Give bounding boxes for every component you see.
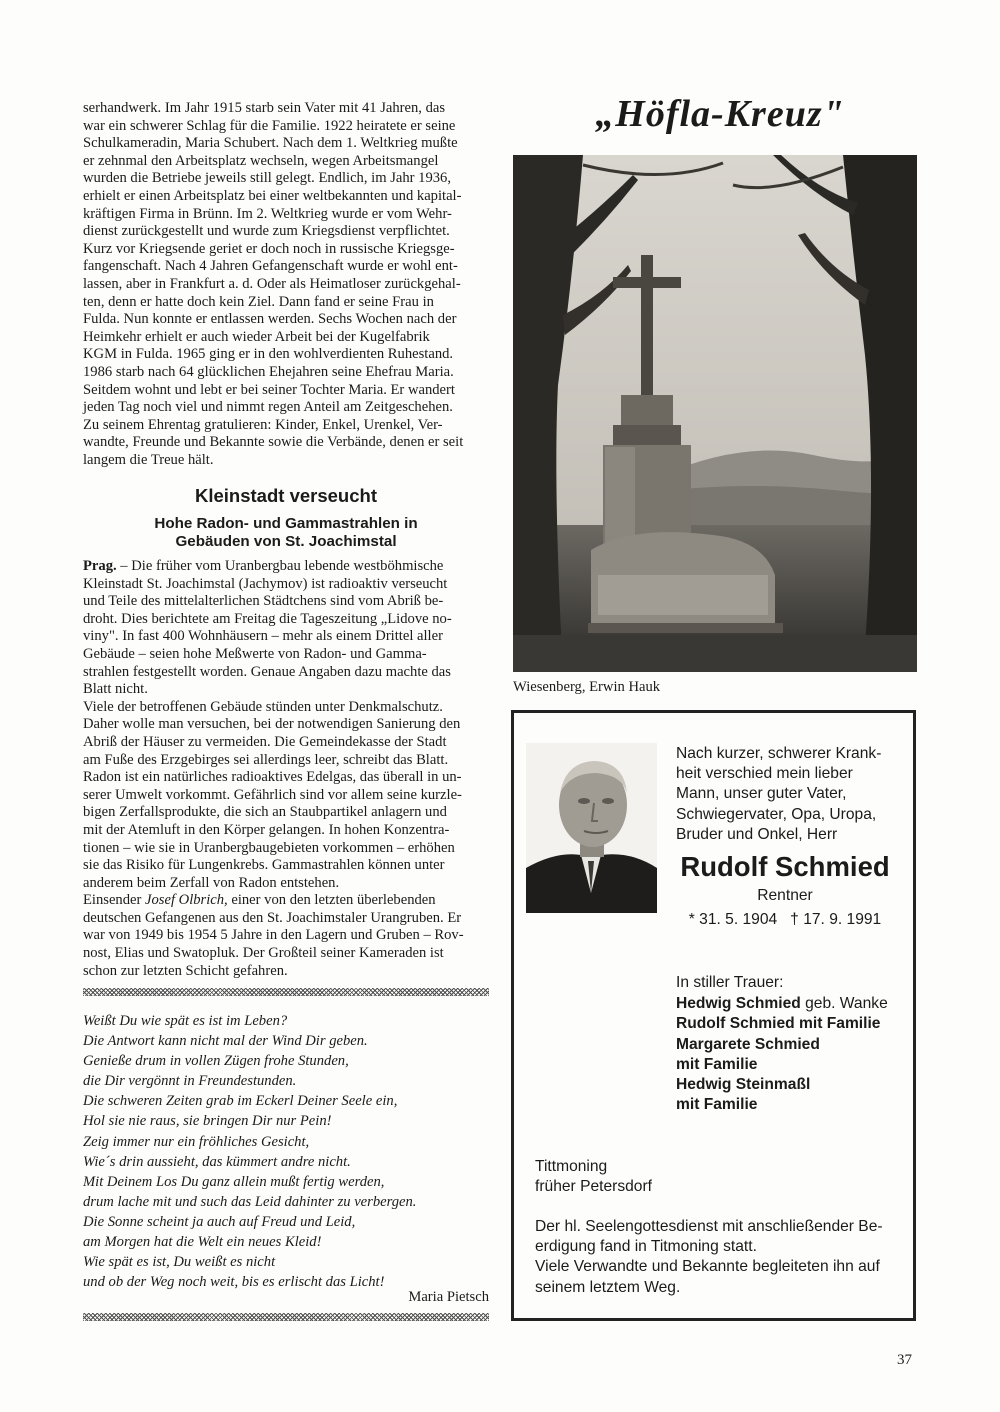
poem-line: Die Antwort kann nicht mal der Wind Dir geben. <box>83 1033 368 1050</box>
mourner-entry <box>676 994 906 1014</box>
intro-line: Bruder und Onkel, Herr <box>676 825 838 843</box>
text-line <box>83 558 489 576</box>
text-line: Schulkameradin, Maria Schubert. Nach dem 1. Weltkrieg mußte <box>83 135 458 152</box>
photo-caption: Wiesenberg, Erwin Hauk <box>513 679 661 695</box>
text-line: wandte, Freunde und Bekannte sowie die Verbände, denen er seit <box>83 434 464 451</box>
wayside-cross-photo <box>513 155 917 672</box>
text-line: serhandwerk. Im Jahr 1915 starb sein Vater mit 41 Jahren, das <box>83 100 446 116</box>
poem-line: Weißt Du wie spät es ist im Leben? <box>83 1013 288 1029</box>
text-line: deutschen Gefangenen aus den St. Joachimstaler Urangruben. Er <box>83 909 462 926</box>
poem-line: die Dir vergönnt in Freundestunden. <box>83 1073 297 1090</box>
text-line: serer Umwelt vorkommt. Gefährlich sind vor allem seine kurzle- <box>83 786 462 803</box>
mourner-name: Hedwig Schmied <box>676 995 801 1012</box>
deceased-name: Rudolf Schmied <box>680 851 890 882</box>
mourners-list <box>676 994 906 1116</box>
mourner-entry <box>676 1014 906 1034</box>
text-line: strahlen festgestellt worden. Genaue Angaben dazu machte das <box>83 663 451 680</box>
article-paragraph-3 <box>83 892 489 980</box>
mourner-entry <box>676 1095 906 1115</box>
text-line: ten, denn er hatte doch kein Ziel. Dann fand er seine Frau in <box>83 293 434 310</box>
article-subtitle-line: Hohe Radon- und Gammastrahlen in <box>154 515 418 532</box>
contributor-name: Josef Olbrich, <box>145 892 228 909</box>
funeral-note <box>535 1217 905 1298</box>
article-subtitle <box>83 515 489 551</box>
text-line: Daher wolle man versuchen, bei der notwendigen Sanierung den <box>83 716 461 733</box>
footer-line: seinem letztem Weg. <box>535 1278 681 1296</box>
ornamental-divider <box>83 1313 489 1321</box>
text-line: Seitdem wohnt und lebt er bei seiner Tochter Maria. Er wandert <box>83 381 455 398</box>
poem-line: am Morgen hat die Welt ein neues Kleid! <box>83 1234 322 1251</box>
place-line: früher Petersdorf <box>535 1178 653 1196</box>
text-line: tionen – wie sie in Uranbergbaugebieten vorkommen – erhöhen <box>83 839 455 856</box>
poem-line: Wie´s drin aussieht, das kümmert andre nicht. <box>83 1153 351 1170</box>
dateline: Prag. <box>83 558 117 574</box>
mourning-label: In stiller Trauer: <box>676 974 784 991</box>
life-dates: * 31. 5. 1904 † 17. 9. 1991 <box>688 911 882 928</box>
text-line: Blatt nicht. <box>83 681 148 698</box>
text-line: sie das Risiko für Lungenkrebs. Gammastrahlen können unter <box>83 857 445 874</box>
photo-title: „Höfla-Kreuz" <box>595 93 845 135</box>
text-line: Kurz vor Kriegsende geriet er doch noch in russische Kriegsge- <box>83 240 455 257</box>
intro-line: Schwiegervater, Opa, Uropa, <box>676 805 877 823</box>
text-line: Fulda. Nun konnte er entlassen werden. Sechs Wochen nach der <box>83 311 457 328</box>
poem <box>83 1011 489 1292</box>
text-line: kräftigen Firma in Brünn. Im 2. Weltkrieg wurde er vom Wehr- <box>83 205 452 222</box>
poem-line: Zeig immer nur ein fröhliches Gesicht, <box>83 1133 310 1150</box>
text-line: Heimkehr erhielt er auch wieder Arbeit bei der Kugelfabrik <box>83 328 430 345</box>
article-paragraph-2 <box>83 699 489 893</box>
text-line: mit der Atemluft in den Körper gelangen. In hohen Konzentra- <box>83 821 450 838</box>
text-line: erhielt er einen Arbeitsplatz bei einer weltbekannten und kapital- <box>83 187 462 204</box>
cross-photo-illustration <box>513 155 917 672</box>
footer-line: erdigung fand in Titmoning statt. <box>535 1238 757 1256</box>
text-line: fangenschaft. Nach 4 Jahren Gefangenschaft wurde er wohl ent- <box>83 258 458 275</box>
mourner-note: geb. Wanke <box>800 995 888 1012</box>
intro-line: Mann, unser guter Vater, <box>676 785 847 803</box>
text-line: dienst zurückgestellt und wurde zum Kriegsdienst verpflichtet. <box>83 223 450 240</box>
text-line <box>83 892 489 910</box>
continuation-text <box>83 100 489 469</box>
intro-line: Nach kurzer, schwerer Krank- <box>676 745 882 762</box>
portrait-photo <box>526 743 657 913</box>
poem-line: Mit Deinem Los Du ganz allein mußt fertig werden, <box>83 1173 385 1190</box>
text-line: Radon ist ein natürliches radioaktives Edelgas, das überall in un- <box>83 769 462 786</box>
place-line: Tittmoning <box>535 1158 608 1175</box>
text-line: war ein schwerer Schlag für die Familie. 1922 heiratete er seine <box>83 117 456 134</box>
poem-author: Maria Pietsch <box>408 1289 489 1305</box>
birthday-article-continuation <box>83 100 489 469</box>
mourner-name: Hedwig Steinmaßl <box>676 1076 811 1094</box>
text-line: wurden die Betriebe jeweils still gelegt. Endlich, im Jahr 1936, <box>83 170 452 187</box>
text-line: 1986 starb nach 64 glücklichen Ehejahren seine Ehefrau Maria. <box>83 363 454 380</box>
footer-line: Viele Verwandte und Bekannte begleiteten ihn auf <box>535 1258 880 1276</box>
text-line: war von 1949 bis 1954 5 Jahre in den Lagern und Gruben – Rov- <box>83 927 464 944</box>
text-fragment: Einsender <box>83 892 146 909</box>
article-paragraph-1 <box>83 558 489 699</box>
text-line: er zehnmal den Arbeitsplatz wechseln, wegen Arbeitsmangel <box>83 152 439 169</box>
text-line: droht. Dies berichtete am Freitag die Tageszeitung „Lidove no- <box>83 610 452 627</box>
text-line: Viele der betroffenen Gebäude stünden unter Denkmalschutz. <box>83 698 443 715</box>
article-subtitle-line: Gebäuden von St. Joachimstal <box>175 533 397 550</box>
text-fragment: einer von den letzten überlebenden <box>227 892 436 909</box>
mourner-entry <box>676 1055 906 1075</box>
mourner-entry <box>676 1075 906 1095</box>
text-line: anderem beim Zerfall von Radon entstehen. <box>83 874 340 891</box>
footer-line: Der hl. Seelengottesdienst mit anschließender Be- <box>535 1218 883 1235</box>
portrait-illustration <box>526 743 657 913</box>
text-line: Kleinstadt St. Joachimstal (Jachymov) ist radioaktiv verseucht <box>83 575 448 592</box>
article-body <box>83 558 489 980</box>
text-line: viny". In fast 400 Wohnhäusern – mehr als einem Drittel aller <box>83 628 443 645</box>
deceased-occupation: Rentner <box>757 887 813 904</box>
ornamental-divider <box>83 988 489 996</box>
text-fragment: – Die früher vom Uranbergbau lebende westböhmische <box>116 558 444 574</box>
mourner-name: mit Familie <box>676 1096 758 1114</box>
mourner-name: mit Familie <box>676 1055 758 1073</box>
text-line: und Teile des mittelalterlichen Städtchens sind vom Abriß be- <box>83 593 444 610</box>
text-line: nost, Elias und Swatopluk. Der Großteil seiner Kameraden ist <box>83 945 444 962</box>
text-line: Gebäude – seien hohe Meßwerte von Radon- und Gamma- <box>83 645 427 662</box>
text-line: schon zur letzten Schicht gefahren. <box>83 962 288 979</box>
text-line: jeden Tag noch viel und nimmt regen Anteil am Zeitgeschehen. <box>83 399 453 416</box>
poem-line: Die Sonne scheint ja auch auf Freud und Leid, <box>83 1213 356 1230</box>
article-title: Kleinstadt verseucht <box>195 485 377 506</box>
mourner-entry <box>676 1035 906 1055</box>
poem-line: und ob der Weg noch weit, bis es erlischt das Licht! <box>83 1274 385 1291</box>
text-line: KGM in Fulda. 1965 ging er in den wohlverdienten Ruhestand. <box>83 346 454 363</box>
intro-line: heit verschied mein lieber <box>676 765 853 783</box>
poem-line: Wie spät es ist, Du weißt es nicht <box>83 1254 276 1271</box>
poem-line: drum lache mit und such das Leid dahinter zu verbergen. <box>83 1193 417 1210</box>
text-line: bigen Zerfallsprodukte, die sich an Staubpartikel anlagern und <box>83 804 447 821</box>
text-line: Abriß der Häuser zu vermeiden. Die Gemeindekasse der Stadt <box>83 733 447 750</box>
text-line: Zu seinem Ehrentag gratulieren: Kinder, Enkel, Urenkel, Ver- <box>83 416 443 433</box>
text-line: lassen, aber in Frankfurt a. d. Oder als Heimatloser zurückgehal- <box>83 275 461 292</box>
page-number: 37 <box>897 1352 912 1368</box>
mourner-name: Rudolf Schmied mit Familie <box>676 1015 881 1033</box>
text-line: langem die Treue hält. <box>83 451 214 468</box>
text-line: am Fuße des Erzgebirges sei allerdings leer, schreibt das Blatt. <box>83 751 449 768</box>
poem-line: Die schweren Zeiten grab im Eckerl Deiner Seele ein, <box>83 1093 398 1110</box>
poem-line: Hol sie nie raus, sie bringen Dir nur Pein! <box>83 1113 332 1130</box>
poem-line: Genieße drum in vollen Zügen frohe Stunden, <box>83 1053 349 1070</box>
obituary-intro <box>676 744 894 845</box>
mourner-name: Margarete Schmied <box>676 1035 820 1053</box>
obituary-place <box>535 1157 652 1197</box>
